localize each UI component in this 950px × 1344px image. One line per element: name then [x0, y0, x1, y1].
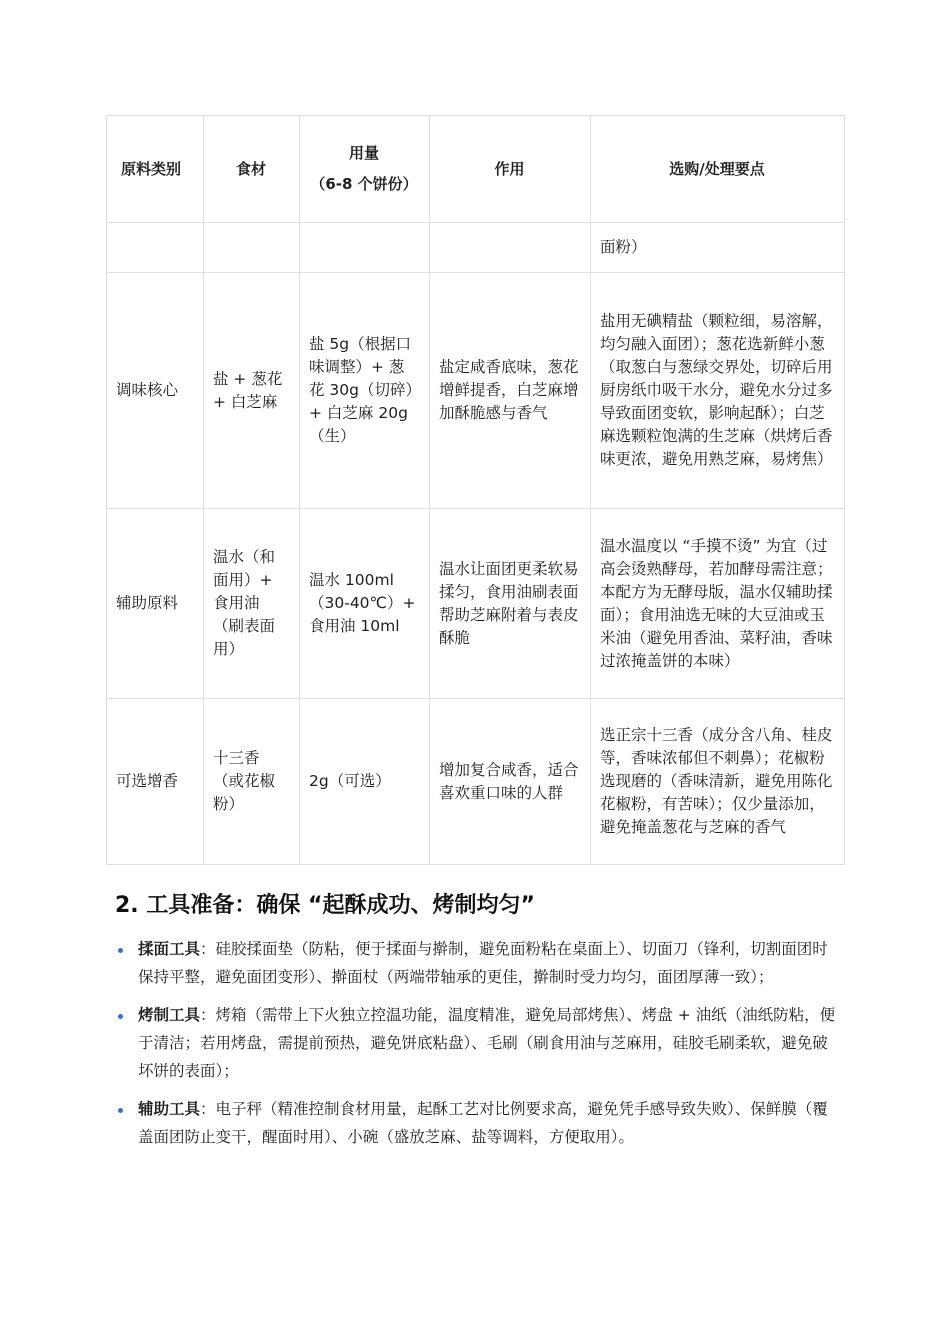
header-category: 原料类别 — [107, 116, 204, 223]
cell-function: 温水让面团更柔软易揉匀，食用油刷表面帮助芝麻附着与表皮酥脆 — [430, 509, 591, 699]
section-heading: 2. 工具准备：确保 “起酥成功、烤制均匀” — [115, 893, 535, 918]
table-row — [107, 509, 845, 699]
tools-list — [138, 935, 838, 1161]
cell-tips: 温水温度以 “手摸不烫” 为宜（过高会烫熟酵母，若加酵母需注意；本配方为无酵母版，温水仅辅助揉面）；食用油选无味的大豆油或玉米油（避免用香油、菜籽油，香味过浓掩盖饼的本味） — [591, 509, 845, 699]
list-item — [138, 1001, 838, 1085]
table-row — [107, 699, 845, 865]
cell-ingredient: 十三香（或花椒粉） — [204, 699, 300, 865]
list-item — [138, 935, 838, 991]
tool-category-name: 烤制工具 — [138, 1006, 201, 1024]
cell-ingredient: 温水（和面用）+ 食用油（刷表面用） — [204, 509, 300, 699]
cell-function: 增加复合咸香，适合喜欢重口味的人群 — [430, 699, 591, 865]
bullet-dot-icon — [118, 1108, 123, 1113]
cell-tips: 选正宗十三香（成分含八角、桂皮等，香味浓郁但不刺鼻）；花椒粉选现磨的（香味清新，避免用陈化花椒粉，有苦味）；仅少量添加，避免掩盖葱花与芝麻的香气 — [591, 699, 845, 865]
table-row — [107, 273, 845, 509]
header-function: 作用 — [430, 116, 591, 223]
table-row-continuation — [107, 223, 845, 273]
table-header-row — [107, 116, 845, 223]
bullet-dot-icon — [118, 948, 123, 953]
cell-quantity: 2g（可选） — [300, 699, 430, 865]
cell-tips: 面粉） — [591, 223, 845, 273]
tool-category-name: 揉面工具 — [138, 940, 201, 958]
cell-tips: 盐用无碘精盐（颗粒细，易溶解，均匀融入面团）；葱花选新鲜小葱（取葱白与葱绿交界处，切碎后用厨房纸巾吸干水分，避免水分过多导致面团变软，影响起酥）；白芝麻选颗粒饱满的生芝麻（烘烤后香味更浓，避免用熟芝麻，易烤焦） — [591, 273, 845, 509]
header-tips: 选购/处理要点 — [591, 116, 845, 223]
list-item — [138, 1095, 838, 1151]
tool-category-desc: ：硅胶揉面垫（防粘，便于揉面与擀制，避免面粉粘在桌面上）、切面刀（锋利，切割面团时保持平整，避免面团变形）、擀面杖（两端带轴承的更佳，擀制时受力均匀，面团厚薄一致）； — [138, 940, 828, 986]
cell-category: 调味核心 — [107, 273, 204, 509]
tool-category-desc: ：烤箱（需带上下火独立控温功能，温度精准，避免局部烤焦）、烤盘 + 油纸（油纸防粘，便于清洁；若用烤盘，需提前预热，避免饼底粘盘）、毛刷（刷食用油与芝麻用，硅胶毛刷柔软，避免破坏饼的表面）； — [138, 1006, 836, 1080]
cell-ingredient — [204, 223, 300, 273]
cell-category — [107, 223, 204, 273]
header-quantity-label: 用量 — [348, 144, 379, 162]
header-quantity-note: （6-8 个饼份） — [310, 175, 418, 193]
header-ingredient: 食材 — [204, 116, 300, 223]
cell-ingredient: 盐 + 葱花 + 白芝麻 — [204, 273, 300, 509]
cell-quantity: 温水 100ml（30-40℃）+ 食用油 10ml — [300, 509, 430, 699]
tool-category-desc: ：电子秤（精准控制食材用量，起酥工艺对比例要求高，避免凭手感导致失败）、保鲜膜（覆盖面团防止变干，醒面时用）、小碗（盛放芝麻、盐等调料，方便取用）。 — [138, 1100, 828, 1146]
bullet-dot-icon — [118, 1014, 123, 1019]
cell-function: 盐定咸香底味，葱花增鲜提香，白芝麻增加酥脆感与香气 — [430, 273, 591, 509]
ingredients-table — [106, 115, 845, 865]
tool-category-name: 辅助工具 — [138, 1100, 201, 1118]
cell-category: 可选增香 — [107, 699, 204, 865]
cell-quantity — [300, 223, 430, 273]
cell-function — [430, 223, 591, 273]
cell-quantity: 盐 5g（根据口味调整）+ 葱花 30g（切碎）+ 白芝麻 20g（生） — [300, 273, 430, 509]
cell-category: 辅助原料 — [107, 509, 204, 699]
header-quantity — [300, 116, 430, 223]
